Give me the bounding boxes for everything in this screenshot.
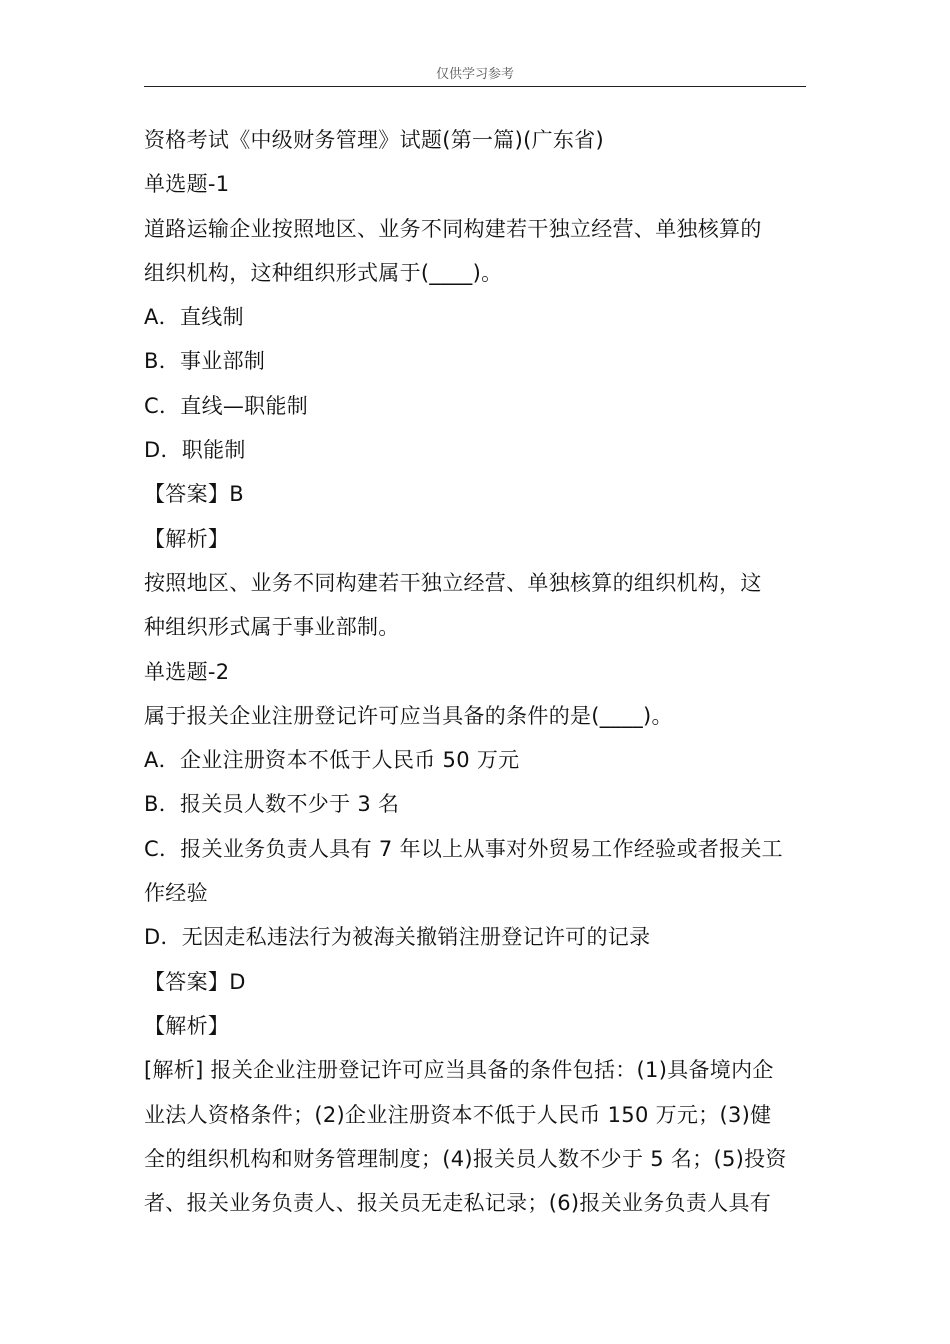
document-body	[144, 118, 808, 1225]
document-title: 资格考试《中级财务管理》试题(第一篇)(广东省)	[144, 128, 604, 152]
question-1-stem-line-1: 道路运输企业按照地区、业务不同构建若干独立经营、单独核算的	[144, 216, 762, 241]
header-text: 仅供学习参考	[435, 67, 514, 82]
question-2-answer: 【答案】D	[144, 969, 246, 994]
question-1-option-b: B．事业部制	[144, 349, 266, 374]
question-1-analysis-line-2: 种组织形式属于事业部制。	[144, 615, 400, 640]
question-1-analysis-heading: 【解析】	[144, 526, 230, 551]
question-2-option-b: B．报关员人数不少于 3 名	[144, 792, 400, 817]
question-1-analysis-line-1: 按照地区、业务不同构建若干独立经营、单独核算的组织机构，这	[144, 570, 762, 595]
question-2-analysis-line-4: 者、报关业务负责人、报关员无走私记录；(6)报关业务负责人具有	[144, 1191, 772, 1216]
page-header	[144, 66, 806, 87]
question-2-analysis-line-2: 业法人资格条件；(2)企业注册资本不低于人民币 150 万元；(3)健	[144, 1102, 772, 1127]
question-1-option-d: D．职能制	[144, 438, 246, 463]
question-2-analysis-heading: 【解析】	[144, 1013, 230, 1038]
question-2-option-a: A．企业注册资本不低于人民币 50 万元	[144, 748, 520, 773]
question-1-option-c: C．直线—职能制	[144, 393, 309, 418]
question-1-stem-line-2: 组织机构，这种组织形式属于(____)。	[144, 260, 503, 285]
question-2-analysis-line-1: [解析] 报关企业注册登记许可应当具备的条件包括：(1)具备境内企	[144, 1058, 774, 1083]
question-2-option-c-line-1: C．报关业务负责人具有 7 年以上从事对外贸易工作经验或者报关工	[144, 836, 783, 861]
question-2-option-d: D．无因走私违法行为被海关撤销注册登记许可的记录	[144, 925, 651, 950]
question-1-option-a: A．直线制	[144, 305, 244, 330]
question-2-option-c-line-2: 作经验	[144, 881, 208, 906]
question-1-answer: 【答案】B	[144, 482, 244, 507]
question-2-label: 单选题-2	[144, 659, 230, 684]
question-1-label: 单选题-1	[144, 172, 230, 197]
question-2-analysis-line-3: 全的组织机构和财务管理制度；(4)报关员人数不少于 5 名；(5)投资	[144, 1146, 787, 1171]
question-2-stem: 属于报关企业注册登记许可应当具备的条件的是(____)。	[144, 703, 673, 728]
